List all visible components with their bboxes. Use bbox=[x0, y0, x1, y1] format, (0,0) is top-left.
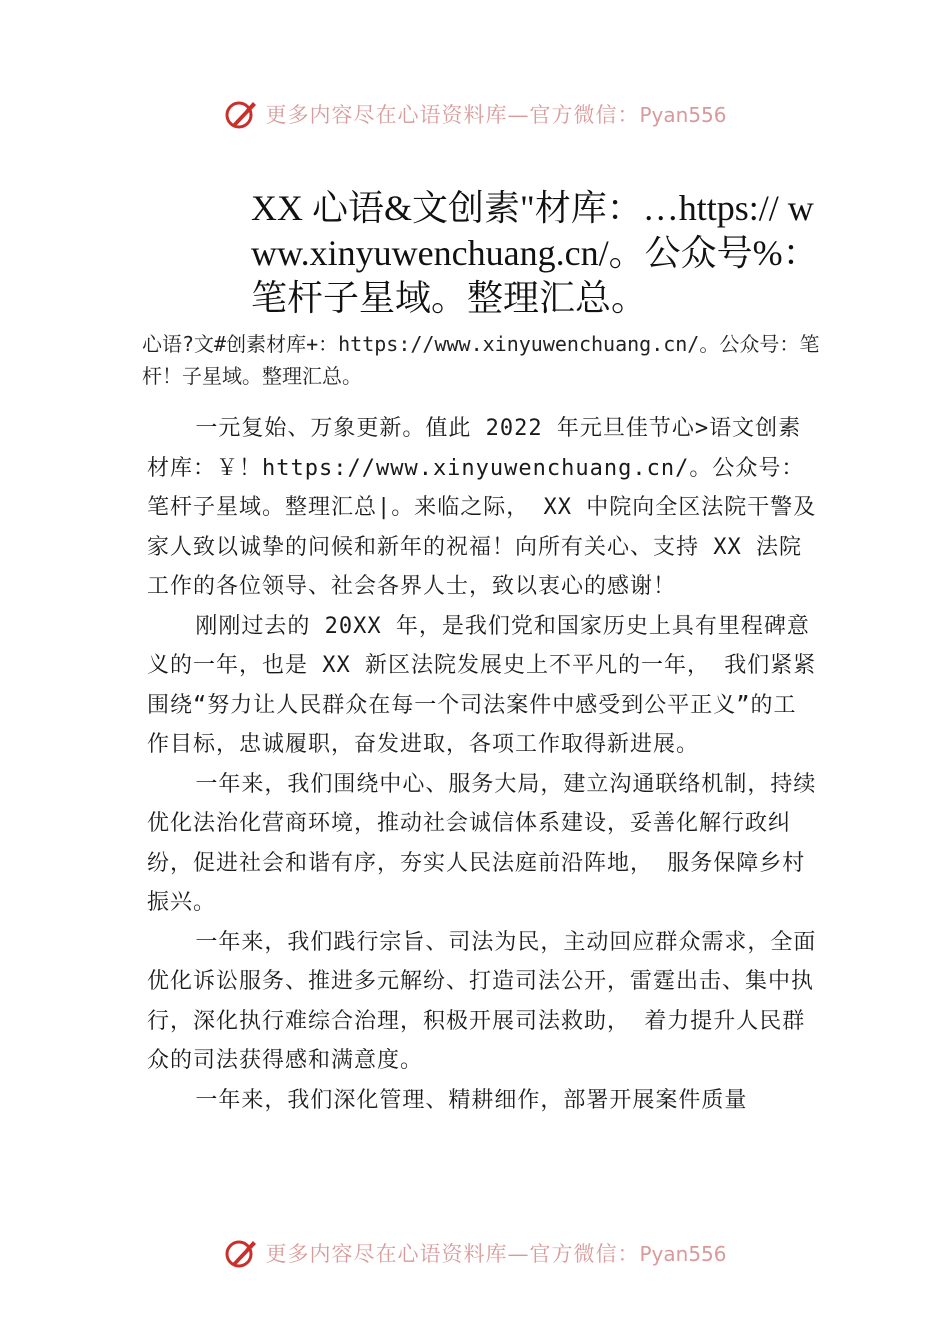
quill-logo-icon bbox=[223, 1235, 259, 1271]
header-watermark-banner bbox=[0, 94, 950, 134]
paragraph: 刚刚过去的 20XX 年，是我们党和国家历史上具有里程碑意义的一年，也是 XX 新区法院发展史上不平凡的一年， 我们紧紧围绕“努力让人民群众在每一个司法案件中感受到公平正义”的工作目标，忠诚履职，奋发进取，各项工作取得新进展。 bbox=[147, 613, 817, 757]
banner-text: 更多内容尽在心语资料库—官方微信：Pyan556 bbox=[265, 103, 727, 127]
document-title: XX 心语&文创素"材库：…https:// www.xinyuwenchuang.cn/。公众号%：笔杆子星域。整理汇总。 bbox=[251, 188, 819, 318]
document-subtitle: 心语?文#创素材库+：https://www.xinyuwenchuang.cn/。公众号：笔杆！子星域。整理汇总。 bbox=[142, 332, 820, 388]
paragraph: 一年来，我们围绕中心、服务大局，建立沟通联络机制，持续优化法治化营商环境，推动社会诚信体系建设，妥善化解行政纠纷，促进社会和谐有序，夯实人民法庭前沿阵地， 服务保障乡村振兴。 bbox=[147, 771, 817, 915]
quill-logo-icon bbox=[223, 96, 259, 132]
banner-text: 更多内容尽在心语资料库—官方微信：Pyan556 bbox=[265, 1242, 727, 1266]
document-body bbox=[147, 409, 817, 1120]
wechat-id: Pyan556 bbox=[639, 1242, 727, 1266]
wechat-id: Pyan556 bbox=[639, 103, 727, 127]
paragraph: 一元复始、万象更新。值此 2022 年元旦佳节心>语文创素材库：￥！https://www.xinyuwenchuang.cn/。公众号：笔杆子星域。整理汇总|。来临之际， XX 中院向全区法院干警及家人致以诚挚的问候和新年的祝福！向所有关心、支持 XX 法院工作的各位领导、社会各界人士，致以衷心的感谢！ bbox=[147, 416, 817, 599]
footer-watermark-banner bbox=[0, 1233, 950, 1273]
paragraph: 一年来，我们深化管理、精耕细作，部署开展案件质量 bbox=[195, 1087, 748, 1113]
paragraph: 一年来，我们践行宗旨、司法为民，主动回应群众需求，全面优化诉讼服务、推进多元解纷、打造司法公开，雷霆出击、集中执行，深化执行难综合治理，积极开展司法救助， 着力提升人民群众的司法获得感和满意度。 bbox=[147, 929, 817, 1073]
